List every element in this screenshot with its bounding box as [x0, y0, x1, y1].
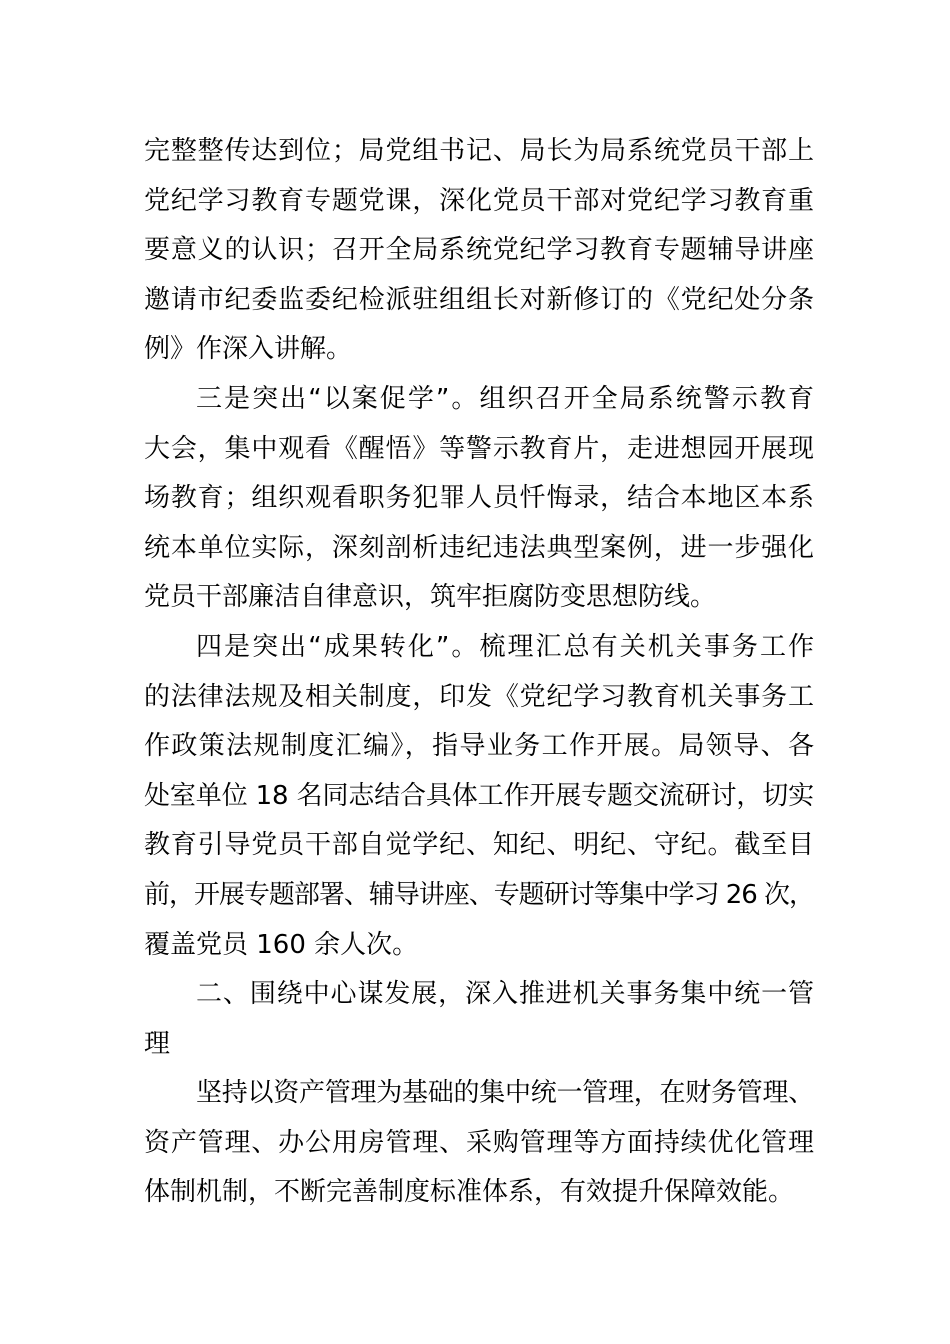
text-line: 教育引导党员干部自觉学纪、知纪、明纪、守纪。截至目 — [144, 830, 814, 861]
paragraph — [144, 1069, 814, 1218]
text-line: 大会，集中观看《醒悟》等警示教育片，走进想园开展现 — [144, 433, 814, 464]
text-line: 的法律法规及相关制度，印发《党纪学习教育机关事务工 — [144, 681, 814, 712]
text-line: 二、围绕中心谋发展，深入推进机关事务集中统一管 — [196, 979, 814, 1010]
section-heading — [144, 970, 814, 1069]
text-line: 处室单位 18 名同志结合具体工作开展专题交流研讨，切实 — [144, 780, 814, 811]
text-line: 统本单位实际，深刻剖析违纪违法典型案例，进一步强化 — [144, 532, 814, 563]
text-line: 场教育；组织观看职务犯罪人员忏悔录，结合本地区本系 — [144, 483, 814, 514]
text-line: 党纪学习教育专题党课，深化党员干部对党纪学习教育重 — [144, 185, 814, 216]
text-line: 完整整传达到位；局党组书记、局长为局系统党员干部上 — [144, 136, 814, 166]
text-line: 要意义的认识；召开全局系统党纪学习教育专题辅导讲座 — [144, 235, 814, 266]
text-line: 例》作深入讲解。 — [144, 334, 353, 365]
text-line: 理 — [144, 1028, 171, 1059]
text-line: 坚持以资产管理为基础的集中统一管理，在财务管理、 — [196, 1078, 814, 1109]
paragraph — [144, 127, 814, 375]
text-line: 前，开展专题部署、辅导讲座、专题研讨等集中学习 26 次， — [144, 879, 814, 910]
paragraph — [144, 623, 814, 970]
paragraph — [144, 375, 814, 623]
text-line: 资产管理、办公用房管理、采购管理等方面持续优化管理 — [144, 1127, 814, 1158]
text-line: 作政策法规制度汇编》，指导业务工作开展。局领导、各 — [144, 731, 814, 762]
text-line: 党员干部廉洁自律意识，筑牢拒腐防变思想防线。 — [144, 582, 717, 613]
text-line: 覆盖党员 160 余人次。 — [144, 929, 419, 960]
text-line: 体制机制，不断完善制度标准体系，有效提升保障效能。 — [144, 1177, 795, 1208]
text-line: 三是突出“以案促学”。组织召开全局系统警示教育 — [196, 383, 814, 414]
document-body — [144, 127, 814, 1218]
text-line: 四是突出“成果转化”。梳理汇总有关机关事务工作 — [196, 631, 814, 662]
text-line: 邀请市纪委监委纪检派驻组组长对新修订的《党纪处分条 — [144, 284, 814, 315]
